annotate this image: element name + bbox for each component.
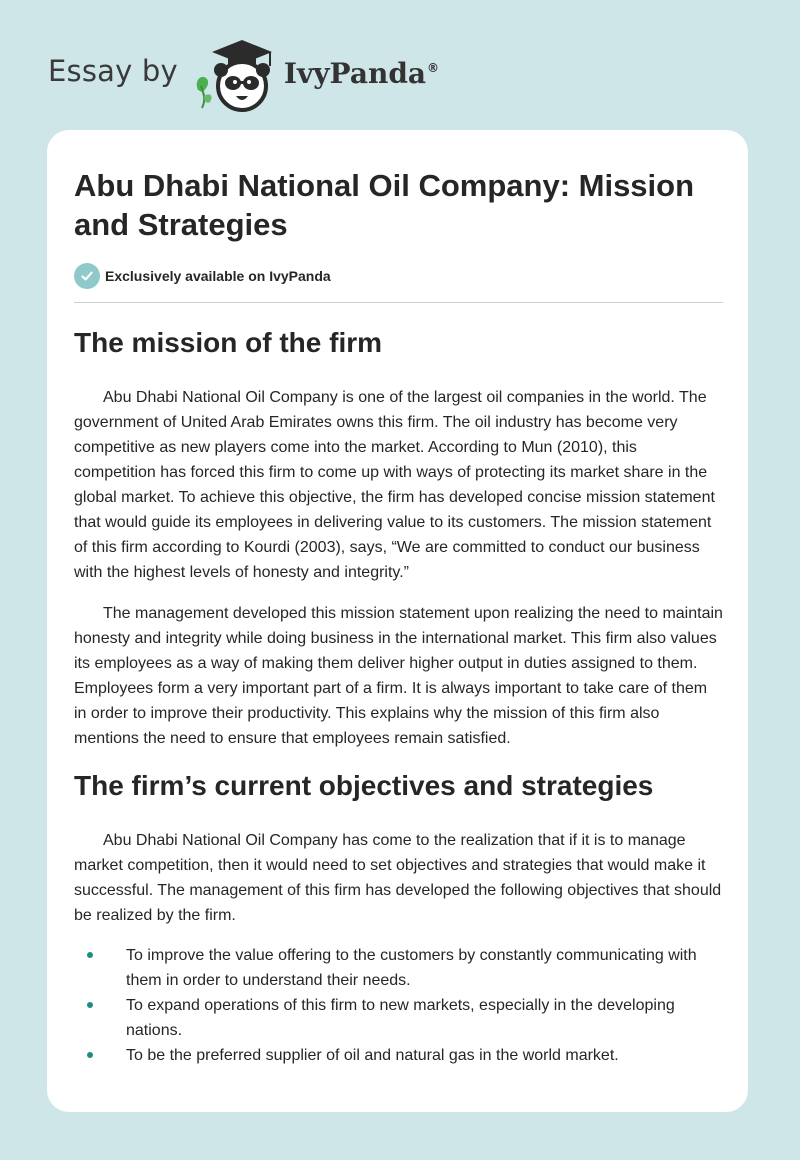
check-circle-icon: [74, 263, 100, 289]
divider: [74, 302, 723, 303]
exclusive-label: Exclusively available on IvyPanda: [105, 268, 331, 284]
essay-by-label: Essay by: [48, 54, 178, 88]
paragraph: Abu Dhabi National Oil Company has come to the realization that if it is to manage market competition, then it would need to set objectives and strategies that would make it successful. The management of this firm has developed the following objectives that should be realized by the firm.: [74, 832, 722, 924]
panda-graduate-logo-icon[interactable]: [190, 34, 280, 114]
registered-mark: ®: [427, 60, 440, 75]
list-item-text: To improve the value offering to the customers by constantly communicating with them in order to understand their needs.: [126, 947, 697, 989]
objectives-list: [74, 943, 723, 1068]
section-heading-objectives: The firm’s current objectives and strategies: [74, 770, 654, 801]
list-item: [74, 1043, 723, 1068]
brand-name-text: IvyPanda: [283, 56, 427, 90]
exclusive-badge: [74, 263, 331, 289]
bullet-icon: [87, 952, 93, 958]
list-item-text: To expand operations of this firm to new markets, especially in the developing nations.: [126, 997, 675, 1039]
brand-name[interactable]: [284, 57, 439, 90]
list-item: [74, 993, 723, 1043]
bullet-icon: [87, 1052, 93, 1058]
paragraph: The management developed this mission statement upon realizing the need to maintain honesty and integrity while doing business in the international market. This firm also values its employees as a way of making them deliver higher output in duties assigned to them. Employees form a very important part of a firm. It is always important to take care of them in order to improve their productivity. This explains why the mission of this firm also mentions the need to ensure that employees remain satisfied.: [74, 605, 723, 747]
section-heading-mission: The mission of the firm: [74, 327, 383, 358]
list-item: [74, 943, 723, 993]
article-title: Abu Dhabi National Oil Company: Mission and Strategies: [74, 168, 695, 242]
bullet-icon: [87, 1002, 93, 1008]
site-header: [48, 34, 439, 114]
article-card: [47, 130, 748, 1112]
list-item-text: To be the preferred supplier of oil and natural gas in the world market.: [126, 1047, 619, 1064]
paragraph: Abu Dhabi National Oil Company is one of the largest oil companies in the world. The government of United Arab Emirates owns this firm. The oil industry has become very competitive as new players come into the market. According to Mun (2010), this competition has forced this firm to come up with ways of protecting its market share in the global market. To achieve this objective, the firm has developed concise mission statement that would guide its employees in delivering value to its customers. The mission statement of this firm according to Kourdi (2003), says, “We are committed to conduct our business with the highest levels of honesty and integrity.”: [74, 389, 715, 581]
